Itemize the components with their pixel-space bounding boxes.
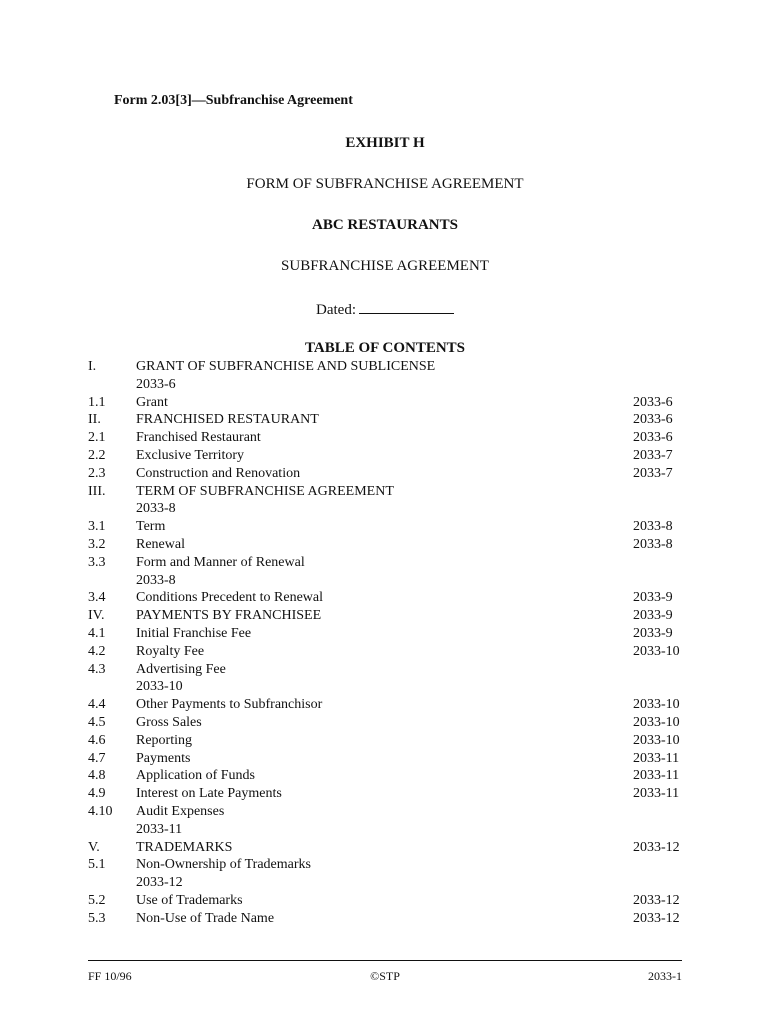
toc-entry-page: 2033-7 xyxy=(633,447,673,463)
toc-entry-number: 4.9 xyxy=(88,786,106,802)
toc-entry-page: 2033-11 xyxy=(633,786,680,802)
toc-entry-number: 4.6 xyxy=(88,732,106,748)
toc-entry xyxy=(0,358,770,376)
agreement-title: SUBFRANCHISE AGREEMENT xyxy=(281,258,489,274)
toc-entry xyxy=(0,714,770,732)
toc-entry-title: Interest on Late Payments xyxy=(136,786,282,802)
toc-entry-title: PAYMENTS BY FRANCHISEE xyxy=(136,608,322,624)
toc-entry-number: 4.4 xyxy=(88,697,106,713)
form-heading: Form 2.03[3]—Subfranchise Agreement xyxy=(114,93,353,108)
toc-entry-page-line xyxy=(0,821,770,839)
toc-entry xyxy=(0,767,770,785)
toc-entry-number: 4.8 xyxy=(88,768,106,784)
toc-entry-page: 2033-9 xyxy=(633,625,673,641)
toc-entry-title: Audit Expenses xyxy=(136,803,225,819)
exhibit-title: EXHIBIT H xyxy=(345,135,425,151)
toc-entry-title: Other Payments to Subfranchisor xyxy=(136,697,323,713)
toc-entry-title: Reporting xyxy=(136,732,192,748)
toc-entry xyxy=(0,411,770,429)
toc-entry-page: 2033-10 xyxy=(633,714,680,730)
toc-entry-title: TRADEMARKS xyxy=(136,839,233,855)
toc-entry-title: Royalty Fee xyxy=(136,643,205,659)
toc-entry-title: Use of Trademarks xyxy=(136,892,243,908)
footer-page-number: 2033-1 xyxy=(648,969,682,983)
toc-entry-page-line xyxy=(0,678,770,696)
toc-entry-title: Exclusive Territory xyxy=(136,447,245,463)
toc-entry xyxy=(0,625,770,643)
toc-entry-number: 4.1 xyxy=(88,625,106,641)
toc-entry-number: 3.3 xyxy=(88,554,106,570)
toc-entry-number: 5.2 xyxy=(88,892,106,908)
toc-entry-page: 2033-6 xyxy=(633,394,673,410)
table-of-contents xyxy=(0,358,770,928)
toc-entry-number: 3.2 xyxy=(88,536,106,552)
toc-entry xyxy=(0,554,770,572)
toc-entry-number: 3.4 xyxy=(88,590,106,606)
toc-entry-page: 2033-12 xyxy=(633,839,680,855)
toc-entry-title: Construction and Renovation xyxy=(136,465,301,481)
toc-entry-page: 2033-8 xyxy=(633,519,673,535)
toc-entry-page: 2033-10 xyxy=(633,732,680,748)
toc-entry-title: TERM OF SUBFRANCHISE AGREEMENT xyxy=(136,483,394,499)
toc-entry-title: Initial Franchise Fee xyxy=(136,625,252,641)
toc-entry-title: Advertising Fee xyxy=(136,661,226,677)
toc-entry-number: 2.3 xyxy=(88,465,106,481)
toc-entry-page: 2033-12 xyxy=(633,910,680,926)
toc-entry xyxy=(0,394,770,412)
toc-entry xyxy=(0,607,770,625)
toc-entry-page: 2033-9 xyxy=(633,590,673,606)
dated-field xyxy=(0,299,770,319)
toc-entry-page: 2033-12 xyxy=(136,875,183,891)
toc-entry-page: 2033-8 xyxy=(136,501,176,517)
toc-entry-number: 2.2 xyxy=(88,447,106,463)
footer-divider xyxy=(88,960,682,961)
toc-entry xyxy=(0,661,770,679)
toc-entry-title: Renewal xyxy=(136,536,185,552)
toc-entry xyxy=(0,732,770,750)
toc-entry-page-line xyxy=(0,376,770,394)
toc-entry-page: 2033-11 xyxy=(136,821,183,837)
toc-entry xyxy=(0,785,770,803)
toc-entry-title: Gross Sales xyxy=(136,714,202,730)
toc-entry xyxy=(0,856,770,874)
toc-entry-number: 3.1 xyxy=(88,519,106,535)
toc-entry xyxy=(0,465,770,483)
toc-entry xyxy=(0,839,770,857)
toc-entry xyxy=(0,696,770,714)
toc-entry-page: 2033-8 xyxy=(633,536,673,552)
toc-entry-number: V. xyxy=(88,839,100,855)
footer-center: ©STP xyxy=(370,969,400,983)
toc-entry xyxy=(0,892,770,910)
toc-entry-number: 5.3 xyxy=(88,910,106,926)
toc-entry-page: 2033-11 xyxy=(633,750,680,766)
toc-entry xyxy=(0,429,770,447)
toc-title: TABLE OF CONTENTS xyxy=(304,340,466,356)
toc-entry xyxy=(0,910,770,928)
toc-entry-number: 4.2 xyxy=(88,643,106,659)
toc-entry-title: Non-Use of Trade Name xyxy=(136,910,275,926)
toc-entry-number: 5.1 xyxy=(88,857,106,873)
toc-entry-number: 2.1 xyxy=(88,430,106,446)
toc-entry-page: 2033-10 xyxy=(633,697,680,713)
toc-entry-page: 2033-10 xyxy=(633,643,680,659)
footer-left: FF 10/96 xyxy=(88,969,132,983)
toc-entry-title: Non-Ownership of Trademarks xyxy=(136,857,311,873)
toc-entry xyxy=(0,589,770,607)
toc-entry-number: 4.5 xyxy=(88,714,106,730)
toc-entry-page: 2033-11 xyxy=(633,768,680,784)
toc-entry xyxy=(0,536,770,554)
toc-entry-title: Franchised Restaurant xyxy=(136,430,261,446)
dated-label: Dated: xyxy=(316,302,356,318)
toc-entry-number: IV. xyxy=(88,608,105,624)
toc-entry-page: 2033-6 xyxy=(633,412,673,428)
toc-entry-title: Term xyxy=(136,519,166,535)
toc-entry-title: Payments xyxy=(136,750,191,766)
toc-entry-page: 2033-7 xyxy=(633,465,673,481)
toc-entry xyxy=(0,447,770,465)
toc-entry-number: 4.3 xyxy=(88,661,106,677)
toc-entry xyxy=(0,518,770,536)
dated-blank-line xyxy=(359,299,454,314)
toc-entry-title: Application of Funds xyxy=(136,768,255,784)
toc-entry-page: 2033-12 xyxy=(633,892,680,908)
toc-entry xyxy=(0,643,770,661)
toc-entry-page-line xyxy=(0,572,770,590)
toc-entry-number: III. xyxy=(88,483,106,499)
toc-entry-number: 4.7 xyxy=(88,750,106,766)
toc-entry xyxy=(0,483,770,501)
toc-entry xyxy=(0,803,770,821)
toc-entry-number: 4.10 xyxy=(88,803,113,819)
toc-entry-page: 2033-6 xyxy=(633,430,673,446)
toc-entry-page: 2033-9 xyxy=(633,608,673,624)
toc-entry-number: 1.1 xyxy=(88,394,106,410)
toc-entry-page: 2033-8 xyxy=(136,572,176,588)
toc-entry-page: 2033-6 xyxy=(136,376,176,392)
toc-entry-title: GRANT OF SUBFRANCHISE AND SUBLICENSE xyxy=(136,359,436,374)
company-name: ABC RESTAURANTS xyxy=(311,217,458,233)
form-title: FORM OF SUBFRANCHISE AGREEMENT xyxy=(246,176,524,192)
toc-entry xyxy=(0,750,770,768)
toc-entry-title: Grant xyxy=(136,394,168,410)
toc-entry-page-line xyxy=(0,500,770,518)
toc-entry-page-line xyxy=(0,874,770,892)
toc-entry-title: Form and Manner of Renewal xyxy=(136,554,305,570)
toc-entry-title: Conditions Precedent to Renewal xyxy=(136,590,324,606)
toc-entry-page: 2033-10 xyxy=(136,679,183,695)
toc-entry-number: II. xyxy=(88,412,101,428)
toc-entry-title: FRANCHISED RESTAURANT xyxy=(136,412,319,428)
toc-entry-number: I. xyxy=(88,359,97,374)
